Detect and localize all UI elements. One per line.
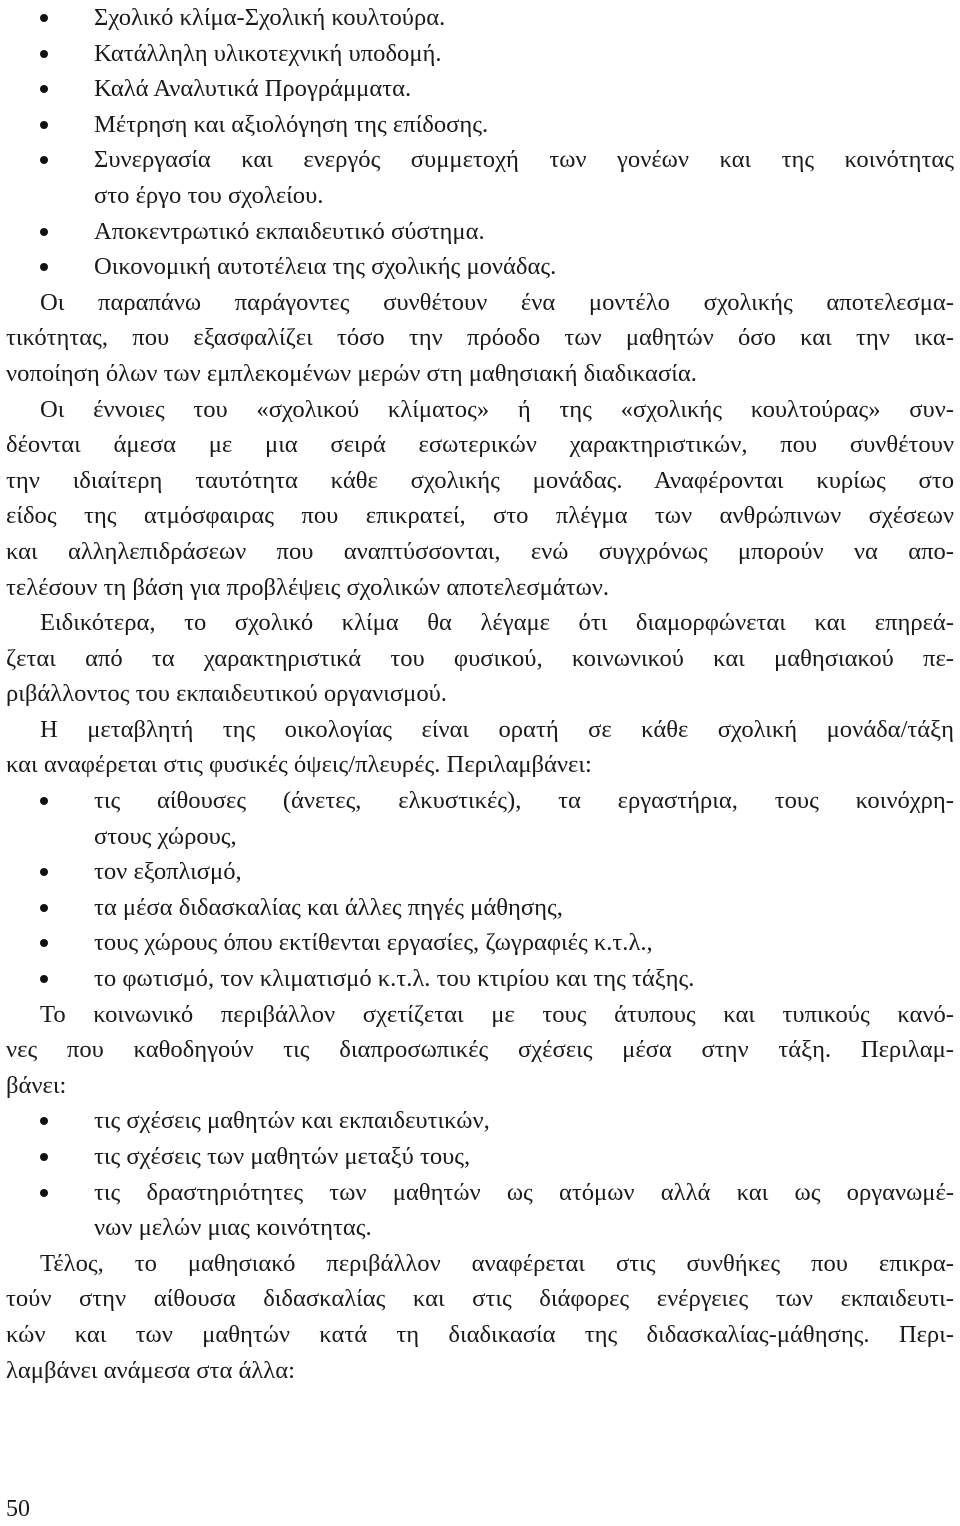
paragraph-line: Οι έννοιες του «σχολικού κλίματος» ή της «σχολικής κουλτούρας» συν- <box>40 395 954 423</box>
social-list <box>6 1103 954 1245</box>
paragraph <box>6 605 954 712</box>
paragraph-line: και αναφέρεται στις φυσικές όψεις/πλευρές. Περιλαμβάνει: <box>6 751 592 779</box>
list-item: Μέτρηση και αξιολόγηση της επίδοσης. <box>6 107 954 143</box>
paragraph-line: δέονται άμεσα με μια σειρά εσωτερικών χαρακτηριστικών, που συνθέτουν <box>6 431 954 459</box>
factors-list <box>6 0 954 285</box>
list-item: Αποκεντρωτικό εκπαιδευτικό σύστημα. <box>6 214 954 250</box>
list-item: Συνεργασία και ενεργός συμμετοχή των γονέων και της κοινότητας <box>6 142 954 178</box>
paragraph-line: νοποίηση όλων των εμπλεκομένων μερών στη μαθησιακή διαδικασία. <box>6 359 697 387</box>
list-item: τις αίθουσες (άνετες, ελκυστικές), τα εργαστήρια, τους κοινόχρη- <box>6 783 954 819</box>
list-item-continuation: στους χώρους, <box>94 822 237 850</box>
paragraph-line: Τέλος, το μαθησιακό περιβάλλον αναφέρεται στις συνθήκες που επικρα- <box>40 1249 954 1277</box>
page-number: 50 <box>6 1496 30 1522</box>
paragraph-line: τελέσουν τη βάση για προβλέψεις σχολικών αποτελεσμάτων. <box>6 573 610 601</box>
paragraph-line: Οι παραπάνω παράγοντες συνθέτουν ένα μοντέλο σχολικής αποτελεσμα- <box>40 288 954 316</box>
list-item: τις σχέσεις των μαθητών μεταξύ τους, <box>6 1139 954 1175</box>
paragraph-line: κών και των μαθητών κατά τη διαδικασία της διδασκαλίας-μάθησης. Περι- <box>6 1320 954 1348</box>
list-item: το φωτισμό, τον κλιματισμό κ.τ.λ. του κτιρίου και της τάξης. <box>6 961 954 997</box>
paragraph-line: Το κοινωνικό περιβάλλον σχετίζεται με τους άτυπους και τυπικούς κανό- <box>40 1000 954 1028</box>
list-item: Οικονομική αυτοτέλεια της σχολικής μονάδας. <box>6 249 954 285</box>
list-item: τους χώρους όπου εκτίθενται εργασίες, ζωγραφιές κ.τ.λ., <box>6 925 954 961</box>
paragraph-line: λαμβάνει ανάμεσα στα άλλα: <box>6 1356 295 1384</box>
paragraph <box>6 712 954 783</box>
paragraph-line: τούν στην αίθουσα διδασκαλίας και στις διάφορες ενέργειες των εκπαιδευτι- <box>6 1285 954 1313</box>
paragraph-line: είδος της ατμόσφαιρας που επικρατεί, στο πλέγμα των ανθρώπινων σχέσεων <box>6 502 954 530</box>
paragraph-line: Η μεταβλητή της οικολογίας είναι ορατή σε κάθε σχολική μονάδα/τάξη <box>40 715 954 743</box>
list-item-continuation: νων μελών μιας κοινότητας. <box>94 1214 372 1242</box>
ecology-list <box>6 783 954 997</box>
paragraph-line: και αλληλεπιδράσεων που αναπτύσσονται, ενώ συγχρόνως μπορούν να απο- <box>6 537 954 565</box>
paragraph <box>6 285 954 392</box>
paragraph-line: τικότητας, που εξασφαλίζει τόσο την πρόοδο των μαθητών όσο και την ικα- <box>6 324 954 352</box>
paragraph-line: ζεται από τα χαρακτηριστικά του φυσικού, κοινωνικού και μαθησιακού πε- <box>6 644 954 672</box>
page-body <box>6 0 954 1388</box>
paragraph <box>6 392 954 606</box>
list-item: τα μέσα διδασκαλίας και άλλες πηγές μάθησης, <box>6 890 954 926</box>
list-item: τον εξοπλισμό, <box>6 854 954 890</box>
list-item: τις σχέσεις μαθητών και εκπαιδευτικών, <box>6 1103 954 1139</box>
paragraph <box>6 997 954 1104</box>
paragraph-line: βάνει: <box>6 1071 67 1099</box>
paragraph-line: Ειδικότερα, το σχολικό κλίμα θα λέγαμε ότι διαμορφώνεται και επηρεά- <box>40 609 954 637</box>
list-item: Σχολικό κλίμα-Σχολική κουλτούρα. <box>6 0 954 36</box>
paragraph-line: την ιδιαίτερη ταυτότητα κάθε σχολικής μονάδας. Αναφέρονται κυρίως στο <box>6 466 954 494</box>
paragraph-line: νες που καθοδηγούν τις διαπροσωπικές σχέσεις μέσα στην τάξη. Περιλαμ- <box>6 1036 954 1064</box>
paragraph <box>6 1246 954 1388</box>
list-item: τις δραστηριότητες των μαθητών ως ατόμων αλλά και ως οργανωμέ- <box>6 1175 954 1211</box>
list-item: Καλά Αναλυτικά Προγράμματα. <box>6 71 954 107</box>
list-item-continuation: στο έργο του σχολείου. <box>94 181 324 209</box>
list-item: Κατάλληλη υλικοτεχνική υποδομή. <box>6 36 954 72</box>
paragraph-line: ριβάλλοντος του εκπαιδευτικού οργανισμού. <box>6 680 447 708</box>
